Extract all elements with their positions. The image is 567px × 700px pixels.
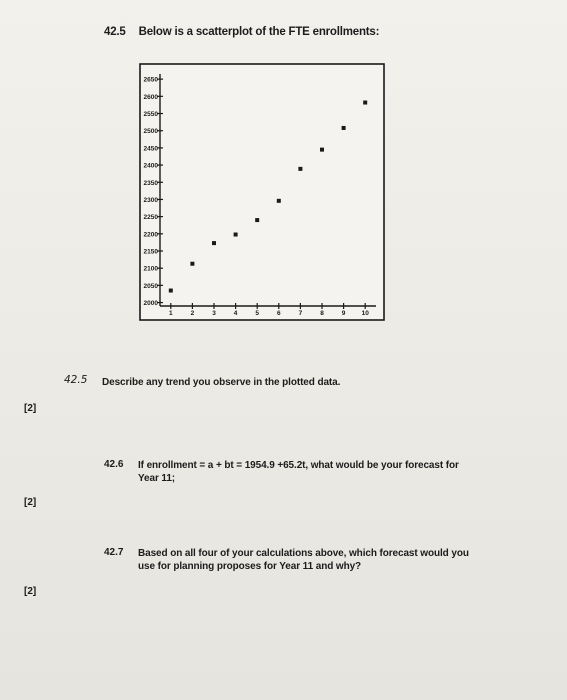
x-tick-label: 2 (190, 310, 195, 317)
question-number-handwritten: 42.5 (64, 374, 88, 386)
y-tick-label: 2250 (143, 214, 158, 222)
scatter-point (320, 148, 324, 152)
question-42-7-line2: use for planning proposes for Year 11 and why? (138, 561, 362, 572)
scatter-point (234, 233, 238, 237)
question-42-5a (104, 26, 379, 38)
question-42-7-text (138, 547, 469, 573)
plot-frame (140, 64, 384, 320)
x-tick-label: 1 (168, 310, 173, 317)
question-42-6-line2: Year 11; (138, 473, 176, 484)
x-tick-label: 4 (233, 310, 238, 317)
x-tick-label: 7 (298, 310, 303, 317)
y-tick-label: 2650 (143, 76, 158, 84)
question-42-6-number: 42.6 (104, 459, 124, 470)
marks-label: [2] (24, 586, 37, 597)
y-tick-label: 2400 (143, 162, 158, 170)
x-tick-label: 5 (255, 310, 260, 317)
scatterplot-svg (130, 60, 390, 330)
scatter-point (190, 262, 194, 266)
scatter-point (255, 218, 259, 222)
scatter-point (212, 241, 216, 245)
y-tick-label: 2100 (143, 265, 158, 273)
y-tick-label: 2300 (143, 196, 158, 204)
x-tick-label: 9 (341, 310, 346, 317)
scatter-point (363, 101, 367, 105)
x-tick-label: 8 (320, 310, 324, 317)
x-tick-label: 6 (276, 310, 281, 317)
y-tick-label: 2350 (143, 179, 158, 187)
scatter-point (169, 289, 173, 293)
marks-label: [2] (24, 403, 37, 414)
scatterplot (130, 60, 390, 335)
question-42-5b-text: Describe any trend you observe in the plotted data. (102, 377, 341, 388)
scatter-point (298, 167, 302, 171)
x-tick-label: 3 (212, 310, 216, 317)
question-number: 42.5 (104, 26, 126, 38)
x-tick-label: 10 (361, 310, 369, 317)
marks-label: [2] (24, 497, 37, 508)
y-tick-label: 2200 (143, 231, 158, 239)
question-42-7-number: 42.7 (104, 547, 124, 558)
y-tick-label: 2550 (143, 111, 158, 119)
y-tick-label: 2000 (143, 300, 158, 308)
question-42-6-text (138, 459, 459, 485)
y-tick-label: 2450 (143, 145, 158, 153)
question-42-6-line1: If enrollment = a + bt = 1954.9 +65.2t, what would be your forecast for (138, 460, 459, 471)
question-text: Below is a scatterplot of the FTE enrollments: (138, 26, 380, 38)
scatter-point (277, 199, 281, 203)
bleed-through-text (385, 30, 388, 40)
scatter-point (342, 126, 346, 130)
y-tick-label: 2600 (143, 93, 158, 101)
y-tick-label: 2500 (143, 128, 158, 136)
question-42-7-line1: Based on all four of your calculations above, which forecast would you (138, 548, 469, 559)
y-tick-label: 2150 (143, 248, 158, 256)
y-tick-label: 2050 (143, 282, 158, 290)
